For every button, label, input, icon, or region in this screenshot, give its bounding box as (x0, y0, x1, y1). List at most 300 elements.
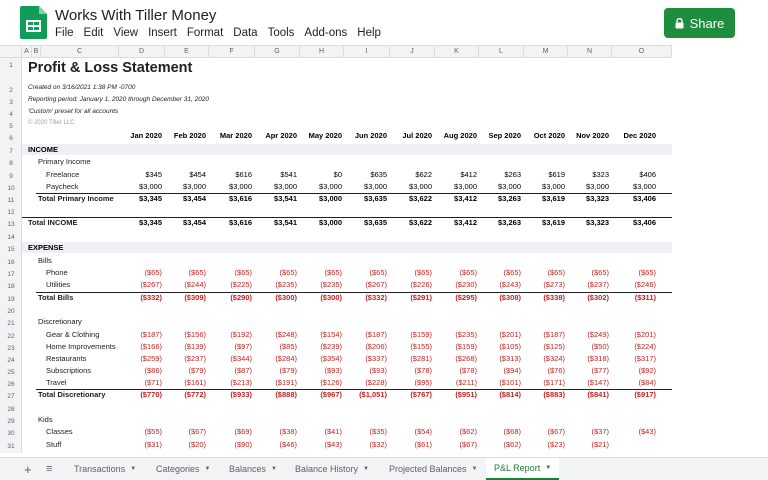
sheet-tabs-bar (0, 457, 768, 480)
row-header-2[interactable]: 2 (9, 87, 13, 94)
value-cell[interactable]: ($97) (234, 342, 252, 351)
sheet-tab-balances[interactable] (221, 458, 285, 480)
value-cell[interactable]: ($105) (499, 342, 521, 351)
value-cell[interactable]: $3,412 (454, 194, 477, 203)
value-cell[interactable]: $263 (504, 170, 521, 179)
row-header-14[interactable]: 14 (7, 234, 15, 241)
sheet-tab-label: Balance History (295, 464, 359, 474)
row-header-30[interactable]: 30 (7, 430, 15, 437)
value-cell[interactable]: $622 (415, 170, 432, 179)
value-cell[interactable]: ($78) (459, 366, 477, 375)
menu-file[interactable]: File (55, 27, 74, 39)
value-cell[interactable]: ($92) (638, 366, 656, 375)
column-header-n[interactable]: N (568, 46, 612, 58)
line-item-label: Restaurants (46, 354, 87, 363)
lock-icon (675, 18, 684, 29)
value-cell[interactable]: ($300) (320, 293, 342, 302)
value-cell[interactable]: ($65) (638, 268, 656, 277)
month-header: Oct 2020 (533, 131, 565, 140)
value-cell[interactable]: ($967) (320, 390, 342, 399)
value-cell[interactable]: $3,000 (542, 182, 565, 191)
value-cell[interactable]: ($67) (459, 440, 477, 449)
value-cell[interactable]: ($69) (234, 427, 252, 436)
menu-bar (55, 27, 391, 39)
value-cell[interactable]: $3,000 (319, 182, 342, 191)
menu-add-ons[interactable]: Add-ons (304, 27, 348, 39)
row-header-9[interactable]: 9 (9, 173, 13, 180)
value-cell[interactable]: $3,454 (183, 194, 206, 203)
sheet-tab-label: Transactions (74, 464, 126, 474)
row-header-8[interactable]: 8 (9, 160, 13, 167)
value-cell[interactable]: ($90) (234, 440, 252, 449)
value-cell[interactable]: ($300) (275, 293, 297, 302)
value-cell[interactable]: $616 (235, 170, 252, 179)
value-cell[interactable]: $3,000 (586, 182, 609, 191)
value-cell[interactable]: $3,000 (454, 182, 477, 191)
row-header-26[interactable]: 26 (7, 381, 15, 388)
row-header-6[interactable]: 6 (9, 135, 13, 142)
value-cell[interactable]: $3,000 (364, 182, 387, 191)
value-cell[interactable]: ($883) (543, 390, 565, 399)
value-cell[interactable]: ($159) (410, 330, 432, 339)
value-cell[interactable]: ($917) (634, 390, 656, 399)
value-cell[interactable]: $3,541 (274, 194, 297, 203)
value-cell[interactable]: ($344) (230, 354, 252, 363)
value-cell[interactable]: $3,635 (364, 218, 387, 227)
value-cell[interactable]: ($79) (279, 366, 297, 375)
value-cell[interactable]: ($139) (184, 342, 206, 351)
sheet-tab-transactions[interactable] (66, 458, 144, 480)
row-header-16[interactable]: 16 (7, 259, 15, 266)
row-header-27[interactable]: 27 (7, 393, 15, 400)
total-label: Total Discretionary (38, 390, 106, 399)
value-cell[interactable]: ($155) (410, 342, 432, 351)
column-header-bar (0, 45, 672, 58)
value-cell[interactable]: ($772) (184, 390, 206, 399)
value-cell[interactable]: ($888) (275, 390, 297, 399)
chevron-down-icon[interactable]: ▼ (545, 465, 552, 471)
value-cell[interactable]: ($235) (275, 280, 297, 289)
column-header-i[interactable]: I (344, 46, 390, 58)
month-header: Feb 2020 (173, 131, 206, 140)
menu-edit[interactable]: Edit (83, 27, 104, 39)
value-cell[interactable]: ($35) (369, 427, 387, 436)
row-header-28[interactable]: 28 (7, 406, 15, 413)
value-cell[interactable]: ($20) (188, 440, 206, 449)
row-header-21[interactable]: 21 (7, 320, 15, 327)
value-cell[interactable]: ($290) (230, 293, 252, 302)
month-header: Jul 2020 (402, 131, 432, 140)
column-header-l[interactable]: L (479, 46, 524, 58)
value-cell[interactable]: ($291) (410, 293, 432, 302)
column-header-f[interactable]: F (209, 46, 255, 58)
value-cell[interactable]: ($246) (634, 280, 656, 289)
value-cell[interactable]: ($101) (499, 378, 521, 387)
value-cell[interactable]: ($67) (547, 427, 565, 436)
value-cell[interactable]: ($332) (365, 293, 387, 302)
value-cell[interactable]: $3,345 (139, 218, 162, 227)
value-cell[interactable]: $3,622 (409, 194, 432, 203)
value-cell[interactable]: $345 (145, 170, 162, 179)
value-cell[interactable]: $619 (548, 170, 565, 179)
value-cell[interactable]: ($201) (634, 330, 656, 339)
value-cell[interactable]: ($65) (324, 268, 342, 277)
value-cell[interactable]: $3,000 (633, 182, 656, 191)
value-cell[interactable]: ($309) (184, 293, 206, 302)
value-cell[interactable]: $3,406 (633, 218, 656, 227)
value-cell[interactable]: $412 (460, 170, 477, 179)
row-header-3[interactable]: 3 (9, 99, 13, 106)
menu-help[interactable]: Help (357, 27, 381, 39)
value-cell[interactable]: ($226) (410, 280, 432, 289)
document-title[interactable]: Works With Tiller Money (55, 7, 217, 24)
value-cell[interactable]: $3,000 (183, 182, 206, 191)
value-cell[interactable]: ($317) (634, 354, 656, 363)
all-sheets-button[interactable]: ≡ (46, 463, 53, 475)
value-cell[interactable]: ($302) (587, 293, 609, 302)
value-cell[interactable]: ($284) (275, 354, 297, 363)
value-cell[interactable]: ($192) (230, 330, 252, 339)
column-header-j[interactable]: J (390, 46, 435, 58)
row-header-19[interactable]: 19 (7, 296, 15, 303)
value-cell[interactable]: ($244) (184, 280, 206, 289)
value-cell[interactable]: ($61) (414, 440, 432, 449)
value-cell[interactable]: $3,619 (542, 218, 565, 227)
row-header-31[interactable]: 31 (7, 443, 15, 450)
value-cell[interactable]: ($126) (320, 378, 342, 387)
value-cell[interactable]: ($62) (459, 427, 477, 436)
column-header-k[interactable]: K (435, 46, 479, 58)
value-cell[interactable]: ($65) (547, 268, 565, 277)
row-header-10[interactable]: 10 (7, 185, 15, 192)
add-sheet-button[interactable]: + (24, 461, 32, 477)
value-cell[interactable]: ($93) (369, 366, 387, 375)
row-header-15[interactable]: 15 (7, 246, 15, 253)
value-cell[interactable]: ($65) (414, 268, 432, 277)
column-header-g[interactable]: G (255, 46, 300, 58)
report-copyright: © 2020 Tiller LLC (28, 120, 75, 126)
value-cell[interactable]: $3,635 (364, 194, 387, 203)
section-income (22, 144, 672, 155)
value-cell[interactable]: ($77) (591, 366, 609, 375)
value-cell[interactable]: ($46) (279, 440, 297, 449)
value-cell[interactable]: ($354) (320, 354, 342, 363)
select-all-corner[interactable] (0, 46, 22, 58)
value-cell[interactable]: ($68) (503, 427, 521, 436)
value-cell[interactable]: ($95) (414, 378, 432, 387)
value-cell[interactable]: ($187) (140, 330, 162, 339)
value-cell[interactable]: ($85) (279, 342, 297, 351)
value-cell[interactable]: ($159) (455, 342, 477, 351)
row-header-13[interactable]: 13 (7, 221, 15, 228)
share-button[interactable] (664, 8, 735, 38)
row-header-4[interactable]: 4 (9, 111, 13, 118)
value-cell[interactable]: ($259) (140, 354, 162, 363)
row-header-20[interactable]: 20 (7, 308, 15, 315)
value-cell[interactable]: ($951) (455, 390, 477, 399)
value-cell[interactable]: $3,616 (229, 218, 252, 227)
report-title: Profit & Loss Statement (28, 60, 193, 76)
value-cell[interactable]: ($187) (543, 330, 565, 339)
row-header-18[interactable]: 18 (7, 283, 15, 290)
row-header-24[interactable]: 24 (7, 357, 15, 364)
value-cell[interactable]: $3,541 (274, 218, 297, 227)
value-cell[interactable]: ($230) (455, 280, 477, 289)
line-item-label: Freelance (46, 170, 80, 179)
line-item-label: Phone (46, 268, 68, 277)
value-cell[interactable]: ($770) (140, 390, 162, 399)
column-header-d[interactable]: D (119, 46, 165, 58)
value-cell[interactable]: ($125) (543, 342, 565, 351)
value-cell[interactable]: ($161) (184, 378, 206, 387)
value-cell[interactable]: ($171) (543, 378, 565, 387)
value-cell[interactable]: ($814) (499, 390, 521, 399)
row-header-17[interactable]: 17 (7, 271, 15, 278)
value-cell[interactable]: ($237) (587, 280, 609, 289)
row-header-11[interactable]: 11 (7, 197, 15, 204)
menu-insert[interactable]: Insert (148, 27, 177, 39)
row-header-bar (0, 58, 22, 453)
column-header-a[interactable]: A (22, 46, 32, 58)
value-cell[interactable]: ($211) (455, 378, 477, 387)
value-cell[interactable]: ($78) (414, 366, 432, 375)
column-header-e[interactable]: E (165, 46, 209, 58)
value-cell[interactable]: ($228) (365, 378, 387, 387)
line-item-label: Gear & Clothing (46, 330, 100, 339)
column-header-h[interactable]: H (300, 46, 344, 58)
value-cell[interactable]: ($65) (188, 268, 206, 277)
month-header: Sep 2020 (488, 131, 521, 140)
value-cell[interactable]: $3,345 (139, 194, 162, 203)
value-cell[interactable]: ($31) (144, 440, 162, 449)
chevron-down-icon[interactable]: ▼ (471, 466, 478, 472)
value-cell[interactable]: ($249) (587, 330, 609, 339)
value-cell[interactable]: ($841) (587, 390, 609, 399)
value-cell[interactable]: ($41) (324, 427, 342, 436)
sheet-tab-projected-balances[interactable] (381, 458, 486, 480)
value-cell[interactable]: $3,616 (229, 194, 252, 203)
column-header-o[interactable]: O (612, 46, 672, 58)
row-header-29[interactable]: 29 (7, 418, 15, 425)
value-cell[interactable]: ($225) (230, 280, 252, 289)
sheets-logo-icon[interactable] (20, 6, 47, 39)
section-expense (22, 242, 672, 253)
value-cell[interactable]: ($1,051) (359, 390, 387, 399)
value-cell[interactable]: ($87) (234, 366, 252, 375)
value-cell[interactable]: $635 (370, 170, 387, 179)
value-cell[interactable]: ($43) (324, 440, 342, 449)
value-cell[interactable]: ($338) (543, 293, 565, 302)
value-cell[interactable]: ($311) (634, 293, 656, 302)
value-cell[interactable]: $3,000 (319, 218, 342, 227)
section-label: EXPENSE (28, 243, 64, 252)
chevron-down-icon[interactable]: ▼ (271, 466, 277, 472)
value-cell[interactable]: ($206) (365, 342, 387, 351)
value-cell[interactable]: ($86) (144, 366, 162, 375)
value-cell[interactable]: $3,323 (586, 218, 609, 227)
value-cell[interactable]: ($67) (188, 427, 206, 436)
value-cell[interactable]: ($43) (638, 427, 656, 436)
row-header-7[interactable]: 7 (9, 148, 13, 155)
value-cell[interactable]: $3,412 (454, 218, 477, 227)
row-header-25[interactable]: 25 (7, 369, 15, 376)
line-item-label: Subscriptions (46, 366, 92, 375)
value-cell[interactable]: ($32) (369, 440, 387, 449)
value-cell[interactable]: ($213) (230, 378, 252, 387)
total-label: Total Bills (38, 293, 74, 302)
report-preset: 'Custom' preset for all accounts (28, 108, 119, 115)
value-cell[interactable]: $3,000 (498, 182, 521, 191)
value-cell[interactable]: $3,619 (542, 194, 565, 203)
chevron-down-icon[interactable]: ▼ (204, 466, 211, 472)
value-cell[interactable]: ($65) (279, 268, 297, 277)
value-cell[interactable]: ($154) (320, 330, 342, 339)
value-cell[interactable]: $0 (333, 170, 342, 179)
chevron-down-icon[interactable]: ▼ (363, 466, 369, 472)
value-cell[interactable]: ($65) (591, 268, 609, 277)
value-cell[interactable]: $541 (280, 170, 297, 179)
value-cell[interactable]: ($239) (320, 342, 342, 351)
menu-view[interactable]: View (113, 27, 139, 39)
empty-grid-area (672, 45, 768, 453)
value-cell[interactable]: ($237) (184, 354, 206, 363)
value-cell[interactable]: $3,000 (409, 182, 432, 191)
value-cell[interactable]: ($21) (591, 440, 609, 449)
value-cell[interactable]: ($23) (547, 440, 565, 449)
sheet-tab-label: P&L Report (494, 463, 541, 473)
value-cell[interactable]: ($65) (144, 268, 162, 277)
report-period: Reporting period: January 1, 2020 through December 31, 2020 (28, 96, 210, 103)
share-label: Share (689, 15, 725, 31)
group-label: Discretionary (38, 317, 82, 326)
month-header: Jan 2020 (130, 131, 162, 140)
value-cell[interactable]: $3,000 (139, 182, 162, 191)
value-cell[interactable]: ($313) (499, 354, 521, 363)
value-cell[interactable]: ($94) (503, 366, 521, 375)
value-cell[interactable]: $3,263 (498, 194, 521, 203)
month-header: Aug 2020 (443, 131, 477, 140)
value-cell[interactable]: ($50) (591, 342, 609, 351)
value-cell[interactable]: ($71) (144, 378, 162, 387)
month-header: Mar 2020 (219, 131, 252, 140)
row-header-22[interactable]: 22 (7, 333, 15, 340)
value-cell[interactable]: ($235) (320, 280, 342, 289)
value-cell[interactable]: ($248) (275, 330, 297, 339)
line-item-label: Classes (46, 427, 73, 436)
line-item-label: Travel (46, 378, 67, 387)
value-cell[interactable]: ($324) (543, 354, 565, 363)
row-header-5[interactable]: 5 (9, 123, 13, 130)
month-header: Nov 2020 (576, 131, 609, 140)
value-cell[interactable]: $3,622 (409, 218, 432, 227)
value-cell[interactable]: $3,454 (183, 218, 206, 227)
value-cell[interactable]: ($156) (184, 330, 206, 339)
value-cell[interactable]: ($55) (144, 427, 162, 436)
value-cell[interactable]: ($79) (188, 366, 206, 375)
sheet-tab-balance-history[interactable] (287, 458, 377, 480)
value-cell[interactable]: ($235) (455, 330, 477, 339)
value-cell[interactable]: ($332) (140, 293, 162, 302)
grand-label: Total INCOME (28, 218, 78, 227)
sheet-grid[interactable] (22, 58, 672, 453)
value-cell[interactable]: ($318) (587, 354, 609, 363)
value-cell[interactable]: $454 (189, 170, 206, 179)
value-cell[interactable]: ($65) (459, 268, 477, 277)
menu-format[interactable]: Format (186, 27, 224, 39)
sheet-tab-label: Projected Balances (389, 464, 467, 474)
group-label: Kids (38, 415, 53, 424)
value-cell[interactable]: ($933) (230, 390, 252, 399)
value-cell[interactable]: ($65) (369, 268, 387, 277)
sheet-tab-categories[interactable] (148, 458, 218, 480)
row-header-23[interactable]: 23 (7, 345, 15, 352)
column-header-b[interactable]: B (32, 46, 41, 58)
value-cell[interactable]: ($295) (455, 293, 477, 302)
line-item-label: Utilities (46, 280, 71, 289)
value-cell[interactable]: ($767) (410, 390, 432, 399)
sheet-tab-label: Balances (229, 464, 267, 474)
value-cell[interactable]: ($267) (140, 280, 162, 289)
value-cell[interactable]: ($147) (587, 378, 609, 387)
month-header: Jun 2020 (354, 131, 387, 140)
value-cell[interactable]: ($76) (547, 366, 565, 375)
chevron-down-icon[interactable]: ▼ (130, 466, 137, 472)
value-cell[interactable]: $3,000 (229, 182, 252, 191)
value-cell[interactable]: $3,000 (319, 194, 342, 203)
value-cell[interactable]: ($243) (499, 280, 521, 289)
value-cell[interactable]: ($54) (414, 427, 432, 436)
value-cell[interactable]: ($267) (365, 280, 387, 289)
column-header-c[interactable]: C (41, 46, 119, 58)
value-cell[interactable]: $3,000 (274, 182, 297, 191)
value-cell[interactable]: ($187) (365, 330, 387, 339)
value-cell[interactable]: ($37) (591, 427, 609, 436)
group-label: Primary Income (38, 157, 91, 166)
top-bar (0, 0, 768, 44)
value-cell[interactable]: $3,323 (586, 194, 609, 203)
value-cell[interactable]: ($93) (324, 366, 342, 375)
line-item-label: Stuff (46, 440, 62, 449)
value-cell[interactable]: ($166) (140, 342, 162, 351)
total-label: Total Primary Income (38, 194, 114, 203)
column-header-m[interactable]: M (524, 46, 568, 58)
value-cell[interactable]: ($273) (543, 280, 565, 289)
month-header: Apr 2020 (265, 131, 297, 140)
value-cell[interactable]: ($62) (503, 440, 521, 449)
value-cell[interactable]: ($38) (279, 427, 297, 436)
value-cell[interactable]: $3,263 (498, 218, 521, 227)
value-cell[interactable]: ($281) (410, 354, 432, 363)
value-cell[interactable]: $323 (592, 170, 609, 179)
value-cell[interactable]: ($308) (499, 293, 521, 302)
value-cell[interactable]: ($224) (634, 342, 656, 351)
value-cell[interactable]: ($65) (503, 268, 521, 277)
row-header-12[interactable]: 12 (7, 209, 15, 216)
value-cell[interactable]: ($65) (234, 268, 252, 277)
value-cell[interactable]: ($84) (638, 378, 656, 387)
value-cell[interactable]: $3,406 (633, 194, 656, 203)
value-cell[interactable]: ($191) (275, 378, 297, 387)
row-header-1[interactable]: 1 (9, 62, 13, 69)
line-item-label: Paycheck (46, 182, 79, 191)
sheet-tab-p-l-report[interactable] (486, 458, 559, 480)
value-cell[interactable]: ($201) (499, 330, 521, 339)
value-cell[interactable]: ($268) (455, 354, 477, 363)
menu-tools[interactable]: Tools (267, 27, 295, 39)
menu-data[interactable]: Data (233, 27, 258, 39)
value-cell[interactable]: ($337) (365, 354, 387, 363)
value-cell[interactable]: $406 (639, 170, 656, 179)
